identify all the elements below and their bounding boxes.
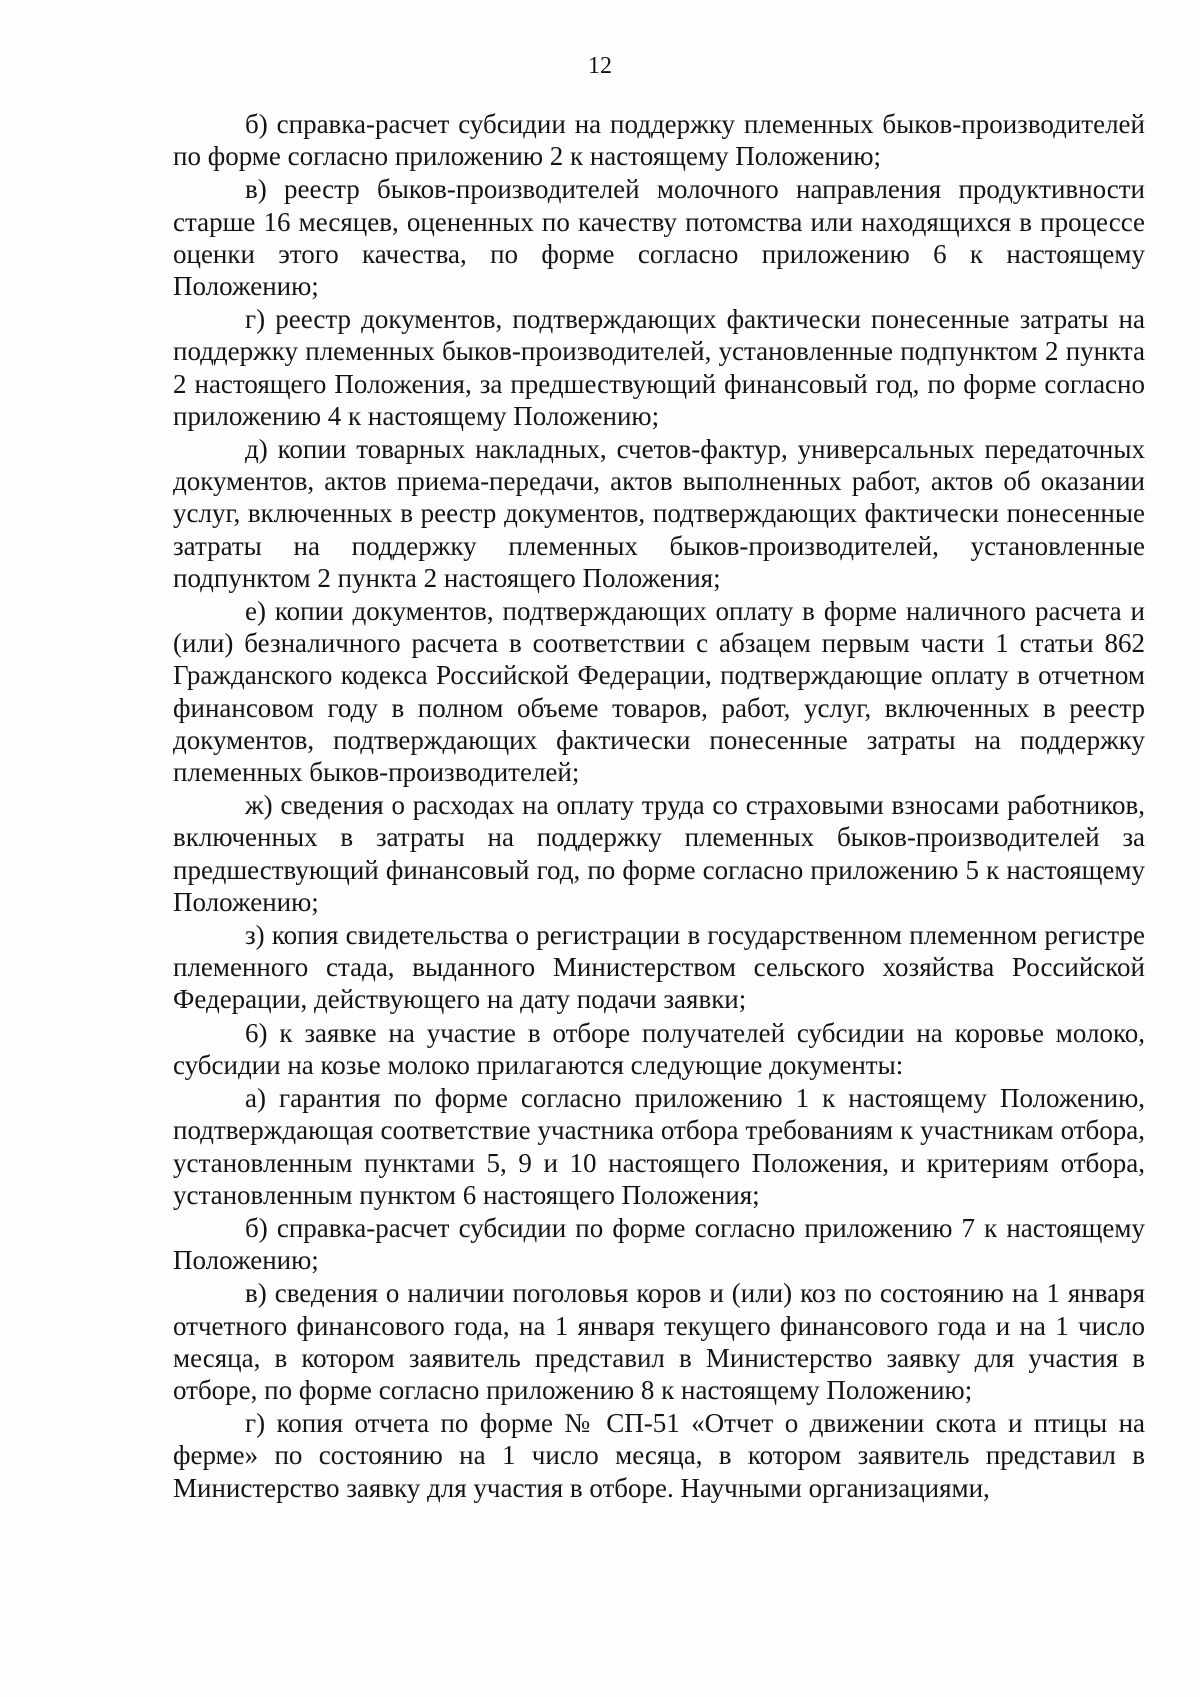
paragraph-v-bull-registry: в) реестр быков-производителей молочного направления продуктивности старше 16 месяцев, оцененных по качеству потомства или находящихся в процессе оценки этого качества, по форме согласно приложению 6 к настоящему Положению; bbox=[173, 174, 1145, 302]
paragraph-z-registration-certificate: з) копия свидетельства о регистрации в государственном племенном регистре племенного стада, выданного Министерством сельского хозяйства Российской Федерации, действующего на дату подачи заявки; bbox=[173, 920, 1145, 1015]
paragraph-6-milk-subsidy-documents: 6) к заявке на участие в отборе получателей субсидии на коровье молоко, субсидии на козье молоко прилагаются следующие документы: bbox=[173, 1017, 1145, 1080]
paragraph-a-guarantee: а) гарантия по форме согласно приложению 1 к настоящему Положению, подтверждающая соответствие участника отбора требованиям к участникам отбора, установленным пунктами 5, 9 и 10 настоящего Положения, и критериям отбора, установленным пунктом 6 настоящего Положения; bbox=[173, 1083, 1145, 1210]
paragraph-d-invoice-copies: д) копии товарных накладных, счетов-фактур, универсальных передаточных документов, актов приема-передачи, актов выполненных работ, актов об оказании услуг, включенных в реестр документов, подтверждающих фактически понесенные затраты на поддержку племенных быков-производителей, установленные подпунктом 2 пункта 2 настоящего Положения; bbox=[173, 434, 1145, 593]
paragraph-b-bull-calculation: б) справка-расчет субсидии на поддержку племенных быков-производителей по форме согласно приложению 2 к настоящему Положению; bbox=[173, 109, 1145, 172]
paragraph-b-subsidy-calculation: б) справка-расчет субсидии по форме согласно приложению 7 к настоящему Положению; bbox=[173, 1212, 1145, 1276]
page-number: 12 bbox=[588, 53, 612, 79]
paragraph-g-sp51-report: г) копия отчета по форме № СП-51 «Отчет о движении скота и птицы на ферме» по состоянию на 1 число месяца, в котором заявитель представил в Министерство заявку для участия в отборе. Научными организациями, bbox=[173, 1408, 1145, 1503]
paragraph-e-payment-documents: е) копии документов, подтверждающих оплату в форме наличного расчета и (или) безналичного расчета в соответствии с абзацем первым части 1 статьи 862 Гражданского кодекса Российской Федерации, подтверждающие оплату в отчетном финансовом году в полном объеме товаров, работ, услуг, включенных в реестр документов, подтверждающих фактически понесенные затраты на поддержку племенных быков-производителей; bbox=[173, 596, 1145, 788]
paragraph-v-livestock-information: в) сведения о наличии поголовья коров и (или) коз по состоянию на 1 января отчетного финансового года, на 1 января текущего финансового года и на 1 число месяца, в котором заявитель представил в Министерство заявку для участия в отборе, по форме согласно приложению 8 к настоящему Положению; bbox=[173, 1278, 1145, 1405]
document-body bbox=[173, 108, 1145, 1504]
paragraph-zh-labor-expenses: ж) сведения о расходах на оплату труда со страховыми взносами работников, включенных в затраты на поддержку племенных быков-производителей за предшествующий финансовый год, по форме согласно приложению 5 к настоящему Положению; bbox=[173, 790, 1145, 917]
paragraph-g-expense-registry: г) реестр документов, подтверждающих фактически понесенные затраты на поддержку племенных быков-производителей, установленные подпунктом 2 пункта 2 настоящего Положения, за предшествующий финансовый год, по форме согласно приложению 4 к настоящему Положению; bbox=[173, 304, 1145, 431]
